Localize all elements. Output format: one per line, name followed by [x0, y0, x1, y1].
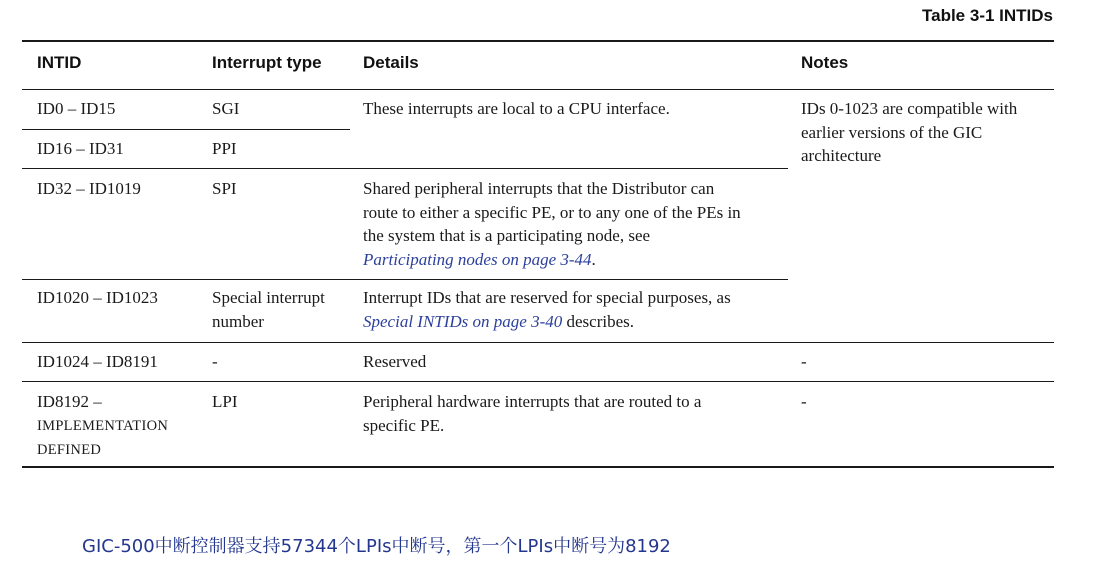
type-cell-spi: SPI	[212, 179, 237, 198]
special-intids-link[interactable]: Special INTIDs on page 3-40	[363, 311, 563, 331]
header-intid: INTID	[37, 53, 82, 72]
footer-annotation: GIC-500中断控制器支持57344个LPIs中断号，第一个LPIs中断号为8192	[82, 536, 671, 557]
notes-cell-reserved: -	[801, 352, 807, 371]
ppi-row-rule	[22, 168, 788, 169]
header-bottom-rule	[22, 89, 1054, 90]
details-cell-sgi-ppi: These interrupts are local to a CPU interface.	[363, 99, 670, 118]
sgi-row-rule	[22, 129, 350, 130]
header-interrupt-type: Interrupt type	[212, 53, 322, 72]
intid-cell-sgi: ID0 – ID15	[37, 99, 116, 118]
type-cell-ppi: PPI	[212, 139, 237, 158]
special-row-rule	[22, 342, 1054, 343]
table-caption: Table 3-1 INTIDs	[922, 6, 1053, 25]
spi-row-rule	[22, 279, 788, 280]
details-cell-special: Interrupt IDs that are reserved for special purposes, as Special INTIDs on page 3-40 describes.	[363, 288, 731, 331]
details-cell-reserved: Reserved	[363, 352, 427, 371]
type-cell-lpi: LPI	[212, 392, 238, 411]
intid-cell-ppi: ID16 – ID31	[37, 139, 124, 158]
type-cell-sgi: SGI	[212, 99, 240, 118]
participating-nodes-link[interactable]: Participating nodes on page 3-44	[363, 249, 592, 269]
notes-cell-lpi: -	[801, 392, 807, 411]
details-cell-spi: Shared peripheral interrupts that the Distributor can route to either a specific PE, or to any one of the PEs in the system that is a participating node, see Participating nodes on page 3-44.	[363, 179, 741, 269]
intid-cell-reserved: ID1024 – ID8191	[37, 352, 158, 371]
notes-cell-compatibility: IDs 0-1023 are compatible with earlier versions of the GIC architecture	[801, 99, 1018, 165]
table-top-rule	[22, 40, 1054, 42]
type-cell-reserved: -	[212, 352, 218, 371]
header-details: Details	[363, 53, 419, 72]
intid-cell-spi: ID32 – ID1019	[37, 179, 141, 198]
header-notes: Notes	[801, 53, 849, 72]
details-cell-lpi: Peripheral hardware interrupts that are routed to a specific PE.	[363, 392, 702, 435]
type-cell-special: Special interrupt number	[212, 288, 325, 331]
intid-cell-special: ID1020 – ID1023	[37, 288, 158, 307]
intid-cell-lpi: ID8192 – IMPLEMENTATION DEFINED	[37, 392, 169, 458]
reserved-row-rule	[22, 381, 1054, 382]
table-bottom-rule	[22, 466, 1054, 468]
